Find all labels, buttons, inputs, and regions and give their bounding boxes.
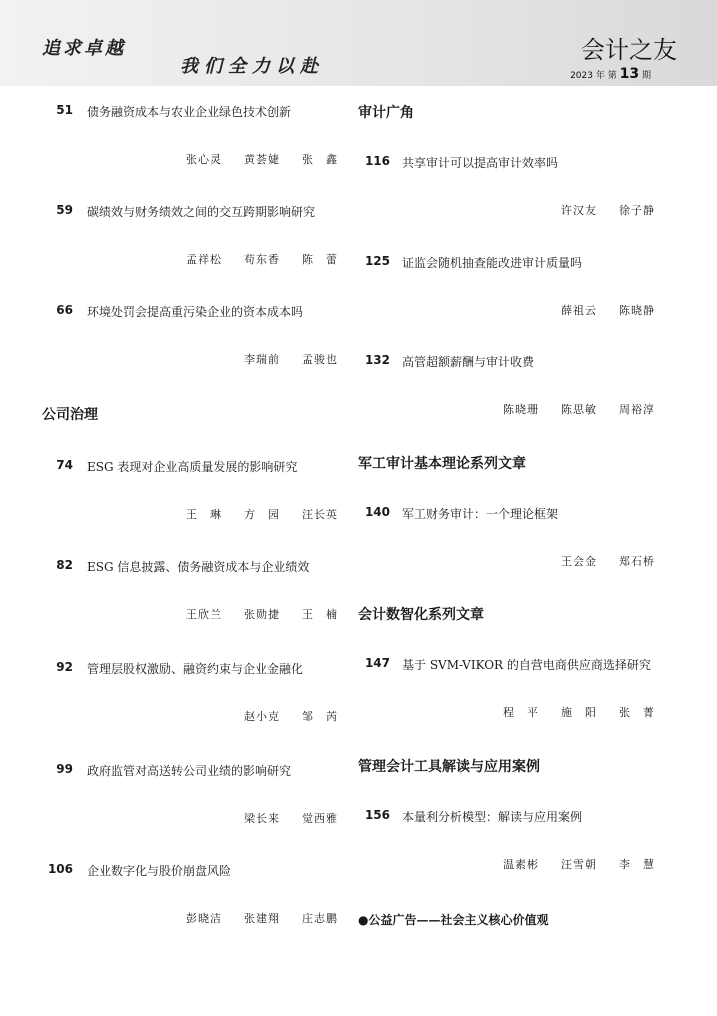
section-heading-audit: 审计广角 [358, 105, 414, 121]
author: 张心灵 [186, 153, 222, 166]
author: 张勋捷 [244, 608, 280, 621]
article-title: 本量利分析模型：解读与应用案例 [402, 810, 583, 824]
author: 温素彬 [503, 858, 539, 871]
article-title: 企业数字化与股价崩盘风险 [87, 864, 232, 878]
toc-entry[interactable] [0, 660, 350, 723]
article-title: 高管超额薪酬与审计收费 [402, 355, 535, 369]
article-authors [164, 506, 338, 522]
article-title: 碳绩效与财务绩效之间的交互跨期影响研究 [87, 205, 316, 219]
author: 张建翔 [244, 912, 280, 925]
article-title: 证监会随机抽查能改进审计质量吗 [402, 256, 583, 270]
page-number: 147 [364, 656, 390, 670]
author: 王 琳 [186, 508, 222, 521]
issue-qi: 期 [641, 71, 651, 81]
author: 陈 蕾 [302, 253, 338, 266]
toc-entry[interactable] [355, 353, 717, 416]
issue-nian: 年 [595, 71, 605, 81]
toc-entry[interactable] [355, 808, 717, 871]
page-number: 66 [56, 303, 73, 317]
author: 王欣兰 [186, 608, 222, 621]
author: 许汉友 [561, 204, 597, 217]
toc-entry[interactable] [0, 458, 350, 521]
section-heading-military-audit: 军工审计基本理论系列文章 [358, 456, 526, 472]
article-authors [222, 810, 338, 826]
page-number: 99 [56, 762, 73, 776]
article-title: 基于 SVM-VIKOR 的自营电商供应商选择研究 [402, 658, 651, 672]
author: 梁长来 [244, 812, 280, 825]
author: 陈晓静 [619, 304, 655, 317]
author: 陈晓珊 [503, 403, 539, 416]
page-number: 74 [56, 458, 73, 472]
section-heading-management-accounting: 管理会计工具解读与应用案例 [358, 759, 540, 775]
article-authors [222, 351, 338, 367]
author: 孟祥松 [186, 253, 222, 266]
author: 程 平 [503, 706, 539, 719]
toc-entry[interactable] [355, 656, 717, 719]
article-authors [164, 606, 338, 622]
page-number: 116 [364, 154, 390, 168]
toc-entry[interactable] [0, 203, 350, 266]
author: 王会金 [561, 555, 597, 568]
page-number: 156 [364, 808, 390, 822]
author: 觉西雅 [302, 812, 338, 825]
toc-entry[interactable] [0, 762, 350, 825]
section-heading-governance: 公司治理 [42, 407, 98, 423]
slogan-line-2: 我们全力以赴 [180, 56, 324, 77]
article-title: 债务融资成本与农业企业绿色技术创新 [87, 105, 292, 119]
author: 周裕淳 [619, 403, 655, 416]
toc-entry[interactable] [0, 862, 350, 925]
article-title: 环境处罚会提高重污染企业的资本成本吗 [87, 305, 304, 319]
author: 张 菁 [619, 706, 655, 719]
toc-entry[interactable] [355, 154, 717, 217]
article-title: ESG 信息披露、债务融资成本与企业绩效 [87, 560, 310, 574]
author: 施 阳 [561, 706, 597, 719]
section-heading-digital-accounting: 会计数智化系列文章 [358, 607, 484, 623]
toc-entry[interactable] [355, 505, 717, 568]
author: 汪长英 [302, 508, 338, 521]
article-authors [539, 553, 655, 569]
author: 李 慧 [619, 858, 655, 871]
page-number: 125 [364, 254, 390, 268]
author: 邹 芮 [302, 710, 338, 723]
article-authors [481, 856, 655, 872]
toc-entry[interactable] [0, 303, 350, 366]
public-service-ad-line: ●公益广告——社会主义核心价值观 [358, 913, 549, 927]
article-authors [222, 708, 338, 724]
issue-label [570, 66, 651, 82]
page-number: 51 [56, 103, 73, 117]
page-header [0, 0, 717, 86]
magazine-title: 会计之友 [581, 36, 677, 64]
author: 李瑞前 [244, 353, 280, 366]
article-title: 管理层股权激励、融资约束与企业金融化 [87, 662, 304, 676]
article-authors [164, 910, 338, 926]
article-authors [539, 302, 655, 318]
article-authors [539, 202, 655, 218]
author: 张 鑫 [302, 153, 338, 166]
toc-entry[interactable] [355, 254, 717, 317]
slogan-line-1: 追求卓越 [42, 38, 126, 59]
issue-di: 第 [607, 71, 617, 81]
author: 方 园 [244, 508, 280, 521]
page-number: 132 [364, 353, 390, 367]
author: 郑石桥 [619, 555, 655, 568]
author: 彭晓洁 [186, 912, 222, 925]
author: 孟骏也 [302, 353, 338, 366]
page-number: 140 [364, 505, 390, 519]
toc-entry[interactable] [0, 103, 350, 166]
author: 黄荟婕 [244, 153, 280, 166]
article-authors [481, 401, 655, 417]
author: 薛祖云 [561, 304, 597, 317]
article-title: ESG 表现对企业高质量发展的影响研究 [87, 460, 298, 474]
author: 苟东香 [244, 253, 280, 266]
article-title: 政府监管对高送转公司业绩的影响研究 [87, 764, 292, 778]
article-authors [164, 151, 338, 167]
article-authors [481, 704, 655, 720]
page-number: 59 [56, 203, 73, 217]
page-number: 82 [56, 558, 73, 572]
article-title: 军工财务审计：一个理论框架 [402, 507, 559, 521]
author: 汪雪朝 [561, 858, 597, 871]
page-number: 92 [56, 660, 73, 674]
issue-number: 13 [619, 66, 640, 82]
article-authors [164, 251, 338, 267]
page-number: 106 [47, 862, 73, 876]
toc-entry[interactable] [0, 558, 350, 621]
author: 庄志鹏 [302, 912, 338, 925]
author: 赵小克 [244, 710, 280, 723]
author: 王 楠 [302, 608, 338, 621]
author: 徐子静 [619, 204, 655, 217]
issue-year: 2023 [570, 71, 593, 81]
article-title: 共享审计可以提高审计效率吗 [402, 156, 559, 170]
author: 陈思敏 [561, 403, 597, 416]
